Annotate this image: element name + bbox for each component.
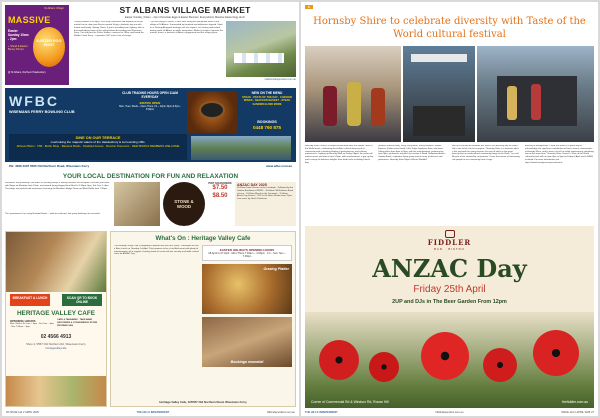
left-page-number: 26 ISSUE 114 // APRIL 2025	[6, 411, 39, 414]
ad-web[interactable]: thefiddler.com.au	[562, 400, 588, 404]
easter-text: Easter Sunday 10am - 2pm	[8, 29, 29, 41]
market-subtitle: Easter Sunday | 10am – 2pm Chocolate Eggs & Easter Bunnies: Everywhere! Massive Easter Egg Hunt!	[125, 16, 245, 19]
location-text: @ St Albans, Northern Hawkesbury	[8, 71, 46, 74]
market-tents	[234, 53, 284, 63]
pint-price: $7.50	[212, 185, 228, 191]
terrace-text: overlooking the majestic waters of the Hawkesbury & surrounding cliffs.	[50, 140, 146, 144]
easter-hours: 18 April to 27 April · Mon-Thurs 7:30am – 4:00pm · Fri – Sun 7am – 7:00pm	[208, 252, 286, 259]
cafe-socials[interactable]: heritagevalleycafe	[45, 346, 67, 350]
market-col-1: Calling children of all ages! Visit easy clothesline and explore the entire market site to claim your Easter reward. Enjoy a fantastic day out with friends and family. Getting There: If you're travelling from Sydney, take in the breathtaking views of the valley before descending into Wisemans Ferry. Turn left past the Police Station, continue for 20km, and board the Webbs Creek Ferry – it operates 24/7 and is free of charge.	[74, 21, 145, 38]
left-page	[2, 2, 299, 416]
bistro-title: BISTRO OPEN	[139, 101, 161, 105]
article-col-3: said he is excited to celebrate the Shire's rich diversity with an event that's sure to be a hit for everyone. "Hornsby Shire is a fantastic place to live and work for many reasons, but one of which is the great diversity that our multicultural community brings to the Shire," he said. "As part of our citizenship ceremonies, I have the honour of welcoming new people to our community from a huge	[451, 145, 520, 161]
ad-address: Corner of Commercial Rd & Windsor Rd, Rouse Hill	[311, 400, 389, 404]
cafe-photo	[6, 232, 106, 292]
right-paper-name: THE HILLS INDEPENDENT	[305, 411, 338, 414]
heritage-cafe-ad	[5, 231, 296, 407]
whats-on-text: The Heritage Valley Cafe is delighted to partner with the local WFBC Committee to host a Rum Lunch on Tuesday, 1st April. This promises to be a fun-filled event with plenty of entertainment, all in support of raising funds to assist with the security and traffic control costs for ANZAC Day.	[114, 245, 199, 256]
club-contact-bar	[5, 162, 296, 170]
other-price: $8.50	[212, 193, 228, 199]
platter-photo	[202, 264, 292, 314]
fiddler-brand-sub: BAR · BISTRO	[434, 247, 465, 251]
hours-text: Mon, Wed to Fri 7am – 3pm · Sat 7am – 4pm · Sun 7:30am – 3pm	[10, 323, 54, 328]
bowling-club-ad	[5, 88, 296, 170]
anzac-schedule	[235, 182, 296, 226]
poppy-icon	[483, 348, 517, 382]
bingo-photo	[114, 182, 160, 226]
right-footer	[301, 410, 598, 416]
river-photo	[191, 136, 291, 160]
photo-dancers	[305, 46, 401, 142]
fiddler-logo	[305, 230, 594, 251]
poppy-icon	[319, 340, 359, 380]
easter-hours-title: EASTER HOLIDAYS OPENING HOURS	[219, 248, 275, 252]
easter-hours-box	[202, 245, 292, 261]
poppy-field	[305, 312, 594, 408]
market-col-2: The river enjoys a scenic 2 hour drive along the Macdonald River to the village of St Albans. Surrounded by farmland and wilderness beyond. Sited on a Dharug Aboriginal heritage trail, the region's rich history and natural beauty make St Albans an idyllic destination. Market Location: Opposite the market, there's a fantastic children's playground and the village green.	[150, 21, 223, 35]
breakfast-badge: BREAKFAST & LUNCH	[10, 294, 50, 306]
pint-label: PINT SCHOONERS	[208, 182, 232, 185]
fiddler-anzac-ad	[305, 226, 594, 408]
photo-mall	[403, 46, 475, 142]
club-name: WISEMANS FERRY BOWLING CLUB	[9, 110, 75, 114]
left-site[interactable]: hillsindependent.com.au	[267, 411, 295, 414]
hours-title: OPENING HOURS	[10, 319, 36, 323]
anzac-schedule-title: ANZAC DAY 2025	[237, 183, 267, 187]
bookings-phone[interactable]: 0448 760 875	[252, 125, 282, 130]
left-paper-name: THE HILLS INDEPENDENT	[136, 411, 170, 414]
menu-items: STEAK · PASTA OF THE DAY · CHICKEN WINGS · SEAFOOD BASKET · STEAK SANDWICH AND MORE	[242, 96, 292, 106]
bookings-label: BOOKINGS	[257, 120, 277, 124]
poppy-icon	[369, 352, 399, 382]
whats-on-panel	[110, 231, 296, 407]
ad-title: ANZAC Day	[372, 254, 527, 283]
left-footer	[2, 410, 299, 416]
extras-text: + Sheaf & Easter Bunny Dinner	[8, 45, 28, 52]
fiddler-crest-icon	[445, 230, 455, 238]
fiddler-brand: FIDDLER	[427, 238, 472, 247]
headline: Hornsby Shire to celebrate diversity with Taste of the World cultural festival	[313, 16, 586, 40]
trading-hours: CLUB TRADING HOURS OPEN 11AM EVERYDAY	[122, 91, 178, 99]
club-features: Alfresco Bistro · TAB · Bottle Shop · Barefoot Bowls · Disabled Access · Member Discounts · NEW BOWLS MEMBERS WELCOME	[16, 144, 180, 148]
market-title: ST ALBANS VILLAGE MARKET	[119, 5, 251, 15]
destination-extra: The spontaneous fun, enjoy Barefoot Bowls – walk-ins welcome, but group bookings are essential.	[5, 213, 101, 215]
whats-on-footer: Heritage Valley Cafe, 12/5557 Old Northern Road, Wisemans Ferry	[159, 400, 247, 404]
cafe-food-strip	[6, 376, 106, 406]
egg-hunt-text: EASTER EGG HUNT	[36, 39, 62, 48]
destination-intro: Wisemans Ferry Bowling Club offers an exciting lineup of weekly activities for everyone! Kickstart your week with Bingo on Mondays from 10am, and unwind during Happy Hour Mon-Fri 5:30pm–6pm, Sat–Sun 2–4pm. Thursdays are packed with excitement, featuring the Members Badge Draw and Meat Raffle from 7:30pm.	[5, 182, 110, 190]
stone-wood-badge	[163, 182, 205, 226]
market-site[interactable]: stalbansvillagemarket.com.au	[264, 78, 296, 82]
article-body	[305, 145, 594, 223]
destination-title: YOUR LOCAL DESTINATION FOR FUN AND RELAXATION	[62, 173, 239, 180]
stone-wood-text: STONE & WOOD	[174, 199, 194, 209]
menu-title: NEW ON THE MENU	[251, 91, 283, 95]
bookings-essential: Bookings essential	[230, 360, 264, 365]
market-article	[74, 5, 296, 85]
cafe-address: Shop 2, 5557 Old Northern Rd, Wisemans Ferry	[26, 341, 86, 346]
ad-date: Friday 25th April	[413, 284, 486, 295]
destination-section	[5, 173, 296, 229]
article-col-2: (modern Korean food), Kerry Furry Banh, Sassy Brothers, Malibu Express (Indian street food), Little Tokyo Japanese Eats, and more. Taking place from 6pm to 9pm, with the entertainment commencing from 5pm, performers include Lily Lorraine & Band, Bollywood dance, Samba Brazil, a dynamic Kpop group and an array of dancers and performers. Hornsby Shire Mayor Warren Waddell	[378, 145, 446, 161]
poppy-icon	[533, 330, 579, 376]
whats-on-title: What's On : Heritage Valley Cafe	[155, 235, 251, 242]
terrace-banner	[9, 134, 187, 160]
massive-title: MASSIVE	[8, 15, 51, 25]
egg-hunt-graphic	[33, 27, 65, 67]
right-page	[301, 2, 598, 416]
qr-badge[interactable]: SCAN QR TO BOOK ONLINE	[62, 294, 102, 306]
section-tag: 6	[305, 5, 313, 9]
anzac-schedule-text: 05:30am Dawn Service at the Cenotaph · Followed by the Gunfire Breakfast at WFBC · 10:00am Old Northern Road closure · 10:30am March to the Cenotaph · 11:00am Anzac Day Service · 2UP in the Beer Garden from 12pm · Live music by Greck Dickinson	[237, 187, 294, 201]
platter-label: Grazing Platter	[263, 267, 289, 272]
terrace-title: DINE ON OUR TERRACE	[75, 136, 121, 140]
cafe-ad-left	[5, 231, 107, 407]
right-site[interactable]: hillsindependent.com.au	[435, 411, 464, 414]
logo-text: St Albans Village	[44, 7, 64, 10]
market-photo	[226, 21, 296, 77]
ad-tagline: 2UP and DJs in The Beer Garden From 12pm	[392, 299, 507, 305]
takeaway-text: CAFE & TAKEAWAY · TAKE AWAY GROCERIES & CONVENIENCE STORE · PROPANE GAS	[57, 319, 99, 327]
article-col-1: Hornsby Shire Council is excited to welcome back the vibrant Taste of the World event, celebrating the brilliant cultural diversity of its community with a dazzling display of performances and culinary experiences. Lighting up Hornsby Mall on Friday 4 April, the event will feature music and dance from 5-9pm, with entertainment, a pop up bar and a variety of delicious delights from food trucks including Kimchi Boy.	[305, 145, 374, 164]
article-col-4: diversity of backgrounds. I think this event is a great way to acknowledge the significant contribution of these various communities to Hornsby Shire, and to have a lot of fun while experiencing something new at the same time." Hornsby Shire Council's Taste of the World cultural festival will run from 4pm to 9pm on Friday 4 April and is FREE to attend. For more information visit https://www.hornsby.nsw.gov.au/events	[524, 145, 594, 164]
cafe-phone[interactable]: 02 4566 4913	[40, 333, 72, 340]
bookings-photo	[202, 317, 292, 367]
club-web[interactable]: www.wfbc.com.au	[266, 164, 292, 168]
pint-prices	[208, 182, 232, 226]
food-photo	[187, 91, 237, 133]
wfbc-logo: WFBC	[9, 93, 59, 109]
poppy-icon	[421, 332, 469, 380]
bistro-hours: Mon, Tues, Weds – Open Thurs, Fri – 12pm–8pm & 6pm–8:30pm	[119, 105, 181, 111]
club-contact: PH: 4566 4307 5565 Old Northern Road, Wisemans Ferry	[9, 164, 90, 168]
cafe-name: HERITAGE VALLEY CAFE	[16, 310, 96, 317]
photo-stage	[477, 46, 594, 142]
massive-easter-ad	[5, 5, 69, 85]
right-page-number: ISSUE 114 // APRIL 2025 27	[561, 411, 594, 414]
